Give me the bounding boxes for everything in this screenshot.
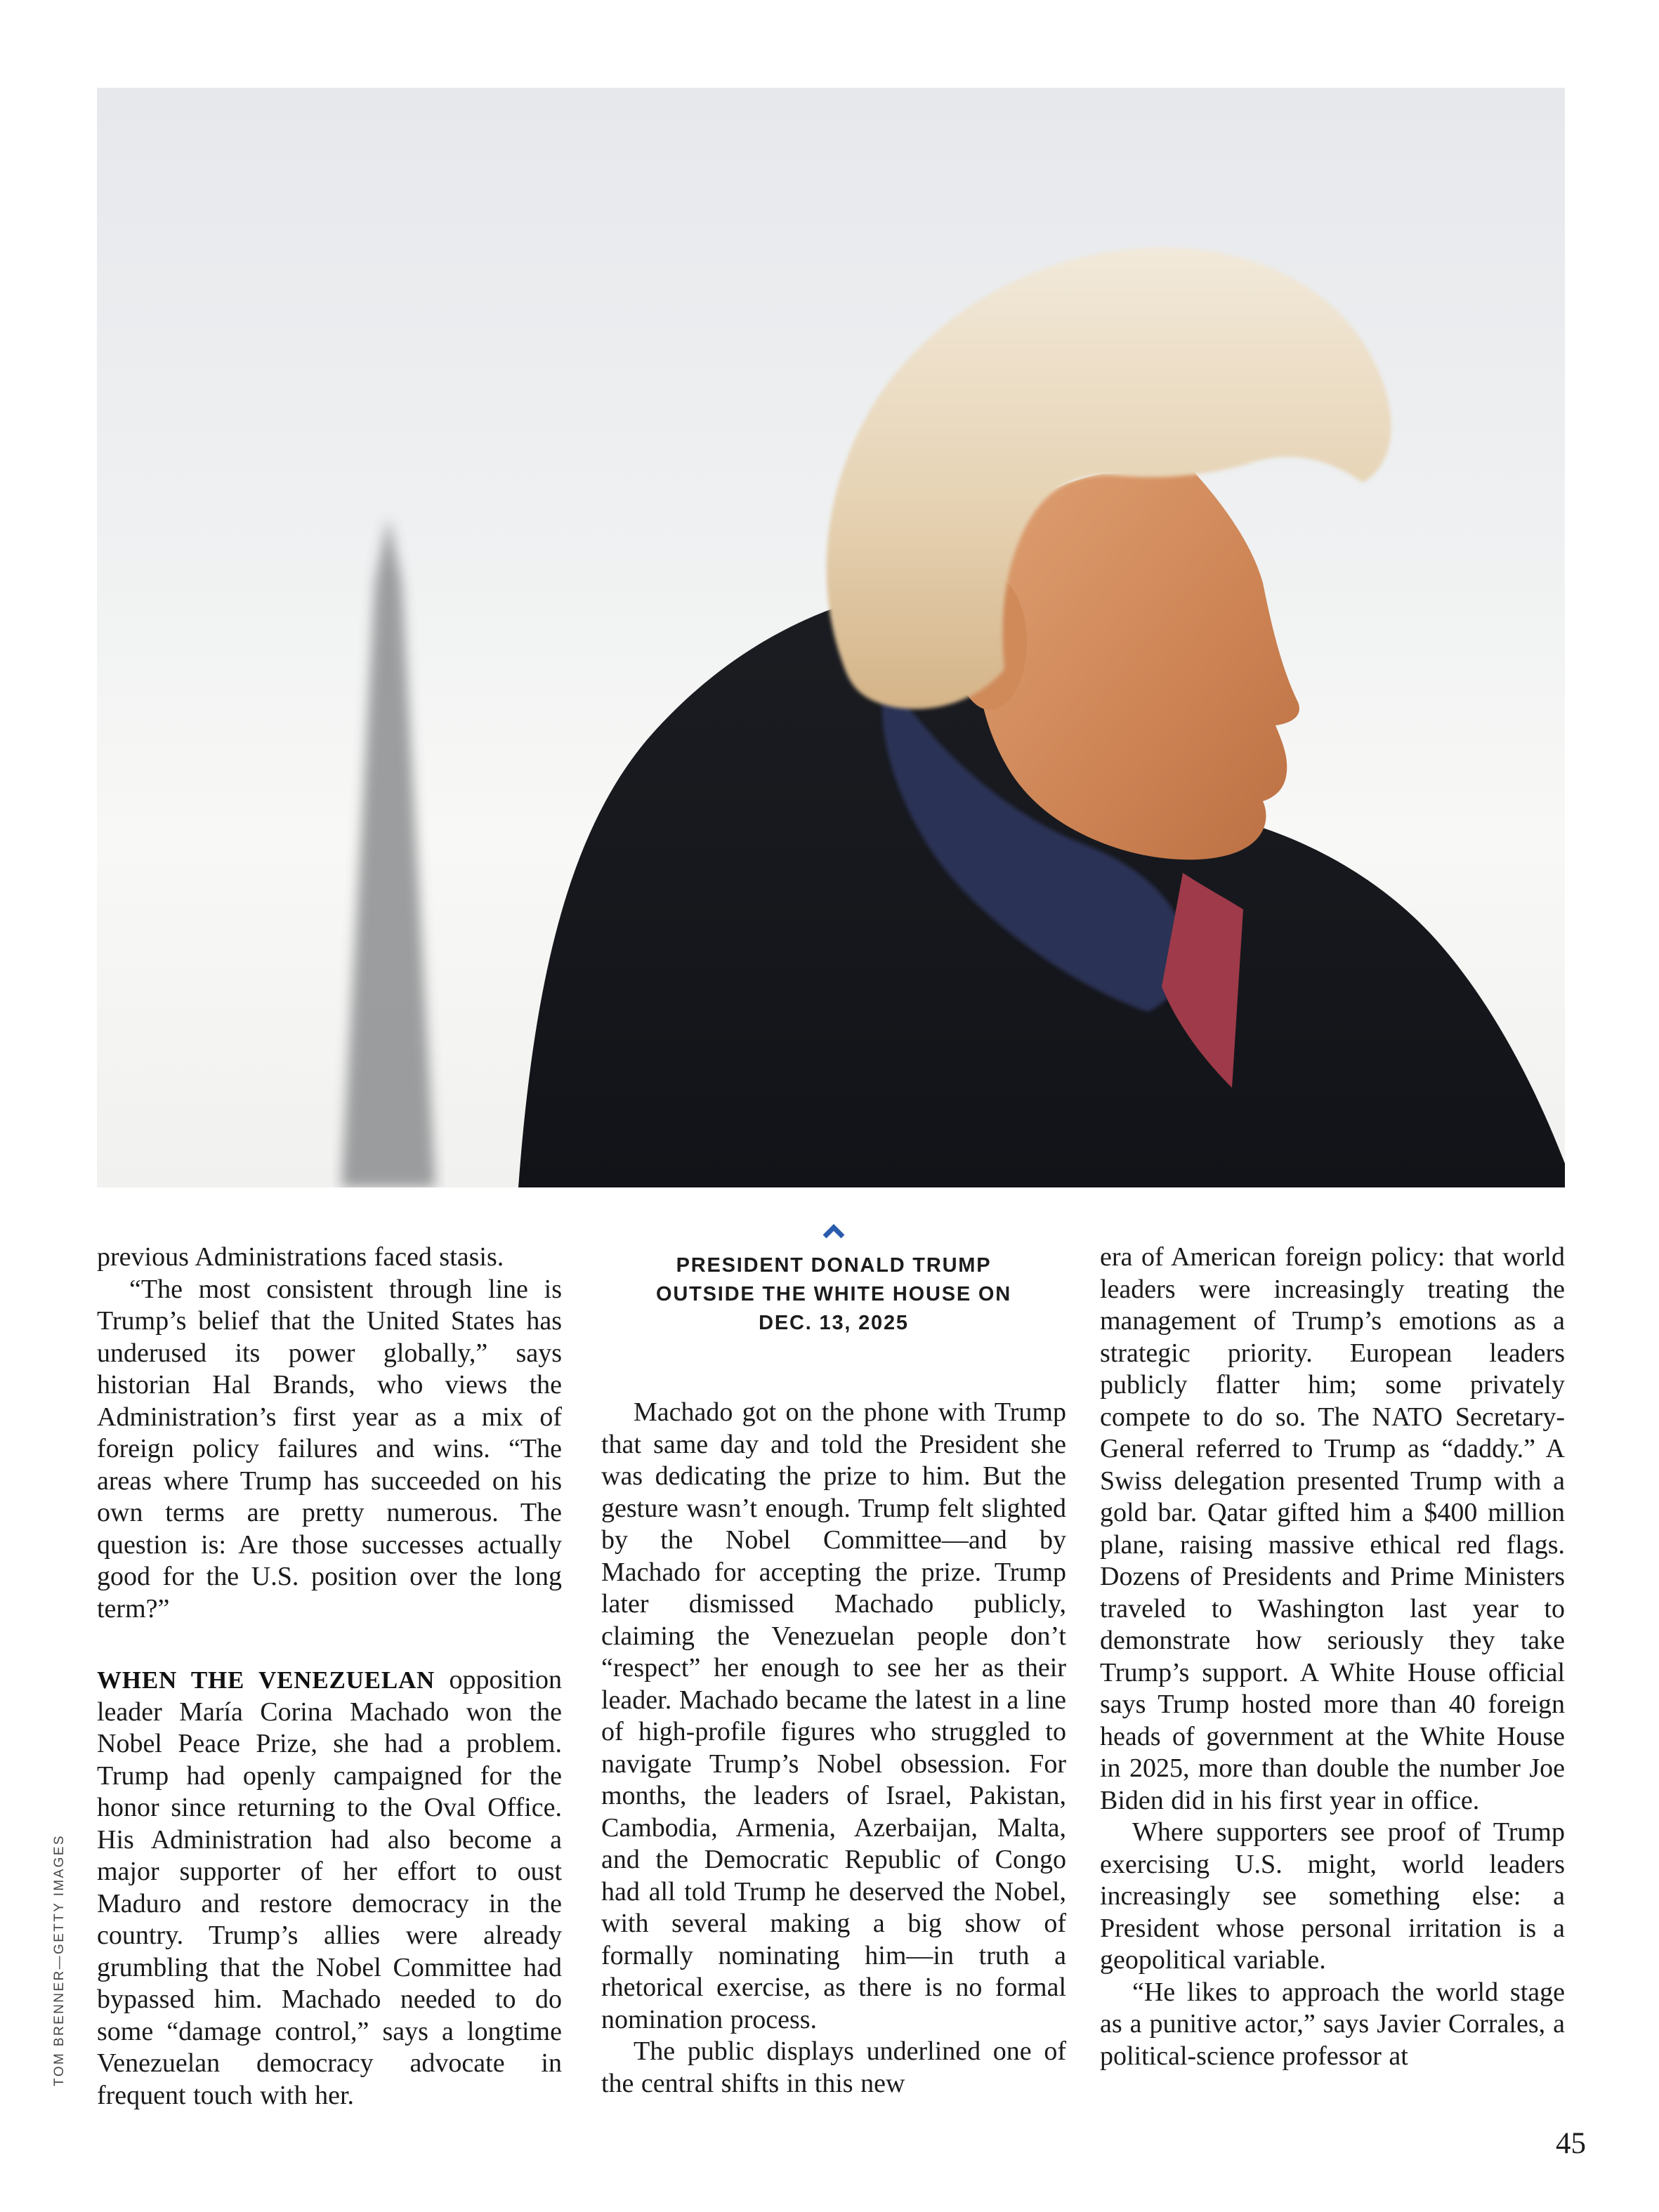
body-paragraph: previous Administrations faced stasis. [97, 1242, 504, 1272]
column-middle [601, 1223, 1066, 2100]
column-left [97, 1242, 562, 2112]
photo-caption [601, 1223, 1066, 1338]
section-text: opposition leader María Corina Machado won the Nobel Peace Prize, she had a problem. Trump had openly campaigned for the honor since returning to the Oval Office. His Administration had also become a major supporter of her effort to oust Maduro and restore democracy in the country. Trump’s allies were already grumbling that the Nobel Committee had bypassed him. Machado needed to do some “damage control,” says a longtime Venezuelan democracy advocate in frequent touch with her. [97, 1665, 562, 2110]
body-paragraph: “The most consistent through line is Trump’s belief that the United States has underused its power globally,” says historian Hal Brands, who views the Administration’s first year as a mix of foreign policy failures and wins. “The areas where Trump has succeeded on his own terms are pretty numerous. The question is: Are those successes actually good for the U.S. position over the long term?” [97, 1274, 562, 1624]
column-right [1100, 1242, 1565, 2072]
section-lead: WHEN THE VENEZUELAN [97, 1666, 435, 1694]
photo-credit: TOM BRENNER—GETTY IMAGES [52, 1834, 67, 2086]
page-number: 45 [1556, 2127, 1586, 2160]
trump-photo [97, 88, 1565, 1187]
body-paragraph: “He likes to approach the world stage as a punitive actor,” says Javier Corrales, a political-science professor at [1100, 1977, 1565, 2071]
caption-line: OUTSIDE THE WHITE HOUSE ON [656, 1283, 1011, 1305]
body-paragraph: Where supporters see proof of Trump exercising U.S. might, world leaders increasingly see something else: a President whose personal irritation is a geopolitical variable. [1100, 1817, 1565, 1975]
body-paragraph [97, 1664, 562, 2112]
chevron-up-icon [821, 1223, 846, 1240]
body-paragraph: Machado got on the phone with Trump that same day and told the President she was dedicating the prize to him. But the gesture wasn’t enough. Trump felt slighted by the Nobel Committee—and by Machado for accepting the prize. Trump later dismissed Machado publicly, claiming the Venezuelan people don’t “respect” her enough to see her as their leader. Machado became the latest in a line of high-profile figures who struggled to navigate Trump’s Nobel obsession. For months, the leaders of Israel, Pakistan, Cambodia, Armenia, Azerbaijan, Malta, and the Democratic Republic of Congo had all told Trump he deserved the Nobel, with several making a big show of formally nominating him—in truth a rhetorical exercise, as there is no formal nomination process. [601, 1397, 1066, 2034]
body-paragraph: era of American foreign policy: that world leaders were increasingly treating the management of Trump’s emotions as a strategic priority. European leaders publicly flatter him; some privately compete to do so. The NATO Secretary-General referred to Trump as “daddy.” A Swiss delegation presented Trump with a gold bar. Qatar gifted him a $400 million plane, raising massive ethical red flags. Dozens of Presidents and Prime Ministers traveled to Washington last year to demonstrate how seriously they take Trump’s support. A White House official says Trump hosted more than 40 foreign heads of government at the White House in 2025, more than double the number Joe Biden did in his first year in office. [1100, 1242, 1565, 1815]
caption-line: PRESIDENT DONALD TRUMP [676, 1254, 992, 1277]
photo-illustration [97, 88, 1565, 1187]
body-paragraph: The public displays underlined one of the central shifts in this new [601, 2036, 1066, 2098]
caption-line: DEC. 13, 2025 [759, 1312, 909, 1334]
